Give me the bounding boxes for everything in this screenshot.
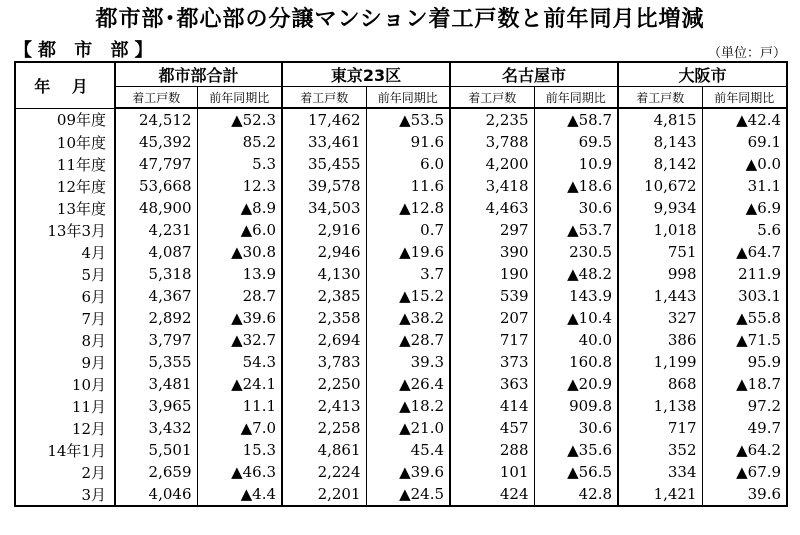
- row-label: 5月: [15, 263, 115, 285]
- yoy-change-cell: 31.1: [702, 175, 787, 197]
- yoy-change-cell: ▲53.5: [366, 108, 450, 131]
- starts-cell: 3,432: [115, 417, 197, 439]
- yoy-change-cell: 45.4: [366, 439, 450, 461]
- year-month-header: 年 月: [15, 62, 115, 108]
- starts-cell: 4,861: [282, 439, 366, 461]
- starts-cell: 288: [450, 439, 534, 461]
- starts-cell: 3,965: [115, 395, 197, 417]
- yoy-change-cell: ▲39.6: [366, 461, 450, 483]
- starts-cell: 34,503: [282, 197, 366, 219]
- subheader-starts: 着工戸数: [282, 87, 366, 109]
- yoy-change-cell: 230.5: [534, 241, 618, 263]
- yoy-change-cell: 85.2: [197, 131, 282, 153]
- starts-cell: 2,659: [115, 461, 197, 483]
- row-label: 12年度: [15, 175, 115, 197]
- starts-cell: 390: [450, 241, 534, 263]
- starts-cell: 2,358: [282, 307, 366, 329]
- yoy-change-cell: 211.9: [702, 263, 787, 285]
- starts-cell: 414: [450, 395, 534, 417]
- yoy-change-cell: ▲55.8: [702, 307, 787, 329]
- group-header-urban-total: 都市部合計: [115, 62, 282, 87]
- starts-cell: 4,463: [450, 197, 534, 219]
- group-header-nagoya: 名古屋市: [450, 62, 618, 87]
- starts-cell: 457: [450, 417, 534, 439]
- table-row: [15, 483, 787, 506]
- yoy-change-cell: 143.9: [534, 285, 618, 307]
- starts-cell: 10,672: [618, 175, 702, 197]
- yoy-change-cell: 0.7: [366, 219, 450, 241]
- housing-starts-table: [14, 61, 788, 507]
- yoy-change-cell: ▲38.2: [366, 307, 450, 329]
- yoy-change-cell: ▲24.1: [197, 373, 282, 395]
- starts-cell: 1,138: [618, 395, 702, 417]
- yoy-change-cell: 30.6: [534, 197, 618, 219]
- table-row: [15, 395, 787, 417]
- yoy-change-cell: ▲18.7: [702, 373, 787, 395]
- table-row: [15, 439, 787, 461]
- yoy-change-cell: ▲12.8: [366, 197, 450, 219]
- row-label: 11月: [15, 395, 115, 417]
- starts-cell: 207: [450, 307, 534, 329]
- yoy-change-cell: 160.8: [534, 351, 618, 373]
- starts-cell: 2,413: [282, 395, 366, 417]
- yoy-change-cell: ▲18.2: [366, 395, 450, 417]
- group-header-tokyo-23: 東京23区: [282, 62, 450, 87]
- table-row: [15, 461, 787, 483]
- table-row: [15, 175, 787, 197]
- yoy-change-cell: ▲4.4: [197, 483, 282, 506]
- yoy-change-cell: ▲15.2: [366, 285, 450, 307]
- table-row: [15, 131, 787, 153]
- starts-cell: 1,421: [618, 483, 702, 506]
- table-row: [15, 329, 787, 351]
- row-label: 7月: [15, 307, 115, 329]
- yoy-change-cell: 39.3: [366, 351, 450, 373]
- starts-cell: 9,934: [618, 197, 702, 219]
- subheader-yoy: 前年同期比: [366, 87, 450, 109]
- starts-cell: 2,385: [282, 285, 366, 307]
- yoy-change-cell: ▲8.9: [197, 197, 282, 219]
- table-row: [15, 263, 787, 285]
- starts-cell: 539: [450, 285, 534, 307]
- yoy-change-cell: 69.1: [702, 131, 787, 153]
- starts-cell: 4,087: [115, 241, 197, 263]
- starts-cell: 5,355: [115, 351, 197, 373]
- yoy-change-cell: 95.9: [702, 351, 787, 373]
- yoy-change-cell: ▲39.6: [197, 307, 282, 329]
- starts-cell: 4,046: [115, 483, 197, 506]
- yoy-change-cell: 39.6: [702, 483, 787, 506]
- yoy-change-cell: ▲32.7: [197, 329, 282, 351]
- yoy-change-cell: 3.7: [366, 263, 450, 285]
- yoy-change-cell: ▲6.9: [702, 197, 787, 219]
- row-label: 6月: [15, 285, 115, 307]
- starts-cell: 998: [618, 263, 702, 285]
- yoy-change-cell: ▲46.3: [197, 461, 282, 483]
- yoy-change-cell: 28.7: [197, 285, 282, 307]
- starts-cell: 386: [618, 329, 702, 351]
- starts-cell: 2,694: [282, 329, 366, 351]
- yoy-change-cell: 40.0: [534, 329, 618, 351]
- yoy-change-cell: 10.9: [534, 153, 618, 175]
- yoy-change-cell: ▲20.9: [534, 373, 618, 395]
- starts-cell: 4,815: [618, 108, 702, 131]
- row-label: 10月: [15, 373, 115, 395]
- starts-cell: 297: [450, 219, 534, 241]
- yoy-change-cell: ▲7.0: [197, 417, 282, 439]
- yoy-change-cell: ▲21.0: [366, 417, 450, 439]
- unit-label: （単位：戸）: [707, 46, 786, 61]
- starts-cell: 2,258: [282, 417, 366, 439]
- group-header-osaka: 大阪市: [618, 62, 787, 87]
- starts-cell: 33,461: [282, 131, 366, 153]
- yoy-change-cell: 11.6: [366, 175, 450, 197]
- yoy-change-cell: ▲56.5: [534, 461, 618, 483]
- row-label: 8月: [15, 329, 115, 351]
- table-row: [15, 153, 787, 175]
- starts-cell: 53,668: [115, 175, 197, 197]
- yoy-change-cell: ▲67.9: [702, 461, 787, 483]
- starts-cell: 1,018: [618, 219, 702, 241]
- yoy-change-cell: ▲71.5: [702, 329, 787, 351]
- yoy-change-cell: ▲24.5: [366, 483, 450, 506]
- starts-cell: 2,201: [282, 483, 366, 506]
- yoy-change-cell: 5.3: [197, 153, 282, 175]
- row-label: 3月: [15, 483, 115, 506]
- starts-cell: 4,231: [115, 219, 197, 241]
- table-row: [15, 373, 787, 395]
- page-title: 都市部･都心部の分譲マンション着工戸数と前年同月比増減: [95, 7, 705, 32]
- starts-cell: 2,250: [282, 373, 366, 395]
- yoy-change-cell: ▲53.7: [534, 219, 618, 241]
- starts-cell: 2,892: [115, 307, 197, 329]
- starts-cell: 5,501: [115, 439, 197, 461]
- starts-cell: 1,199: [618, 351, 702, 373]
- starts-cell: 17,462: [282, 108, 366, 131]
- yoy-change-cell: ▲28.7: [366, 329, 450, 351]
- starts-cell: 3,783: [282, 351, 366, 373]
- starts-cell: 39,578: [282, 175, 366, 197]
- yoy-change-cell: 5.6: [702, 219, 787, 241]
- starts-cell: 327: [618, 307, 702, 329]
- yoy-change-cell: 13.9: [197, 263, 282, 285]
- starts-cell: 363: [450, 373, 534, 395]
- row-label: 2月: [15, 461, 115, 483]
- row-label: 12月: [15, 417, 115, 439]
- yoy-change-cell: 42.8: [534, 483, 618, 506]
- starts-cell: 2,235: [450, 108, 534, 131]
- subheader-starts: 着工戸数: [618, 87, 702, 109]
- subheader-yoy: 前年同期比: [197, 87, 282, 109]
- table-row: [15, 307, 787, 329]
- yoy-change-cell: ▲35.6: [534, 439, 618, 461]
- table-row: [15, 285, 787, 307]
- row-label: 10年度: [15, 131, 115, 153]
- starts-cell: 4,200: [450, 153, 534, 175]
- starts-cell: 751: [618, 241, 702, 263]
- starts-cell: 3,418: [450, 175, 534, 197]
- starts-cell: 424: [450, 483, 534, 506]
- yoy-change-cell: ▲42.4: [702, 108, 787, 131]
- starts-cell: 190: [450, 263, 534, 285]
- subheader-yoy: 前年同期比: [702, 87, 787, 109]
- yoy-change-cell: ▲48.2: [534, 263, 618, 285]
- yoy-change-cell: ▲10.4: [534, 307, 618, 329]
- yoy-change-cell: ▲6.0: [197, 219, 282, 241]
- starts-cell: 717: [618, 417, 702, 439]
- table-row: [15, 219, 787, 241]
- starts-cell: 373: [450, 351, 534, 373]
- starts-cell: 45,392: [115, 131, 197, 153]
- starts-cell: 352: [618, 439, 702, 461]
- table-row: [15, 351, 787, 373]
- row-label: 13年3月: [15, 219, 115, 241]
- starts-cell: 4,367: [115, 285, 197, 307]
- starts-cell: 717: [450, 329, 534, 351]
- starts-cell: 2,916: [282, 219, 366, 241]
- starts-cell: 334: [618, 461, 702, 483]
- yoy-change-cell: ▲58.7: [534, 108, 618, 131]
- starts-cell: 2,224: [282, 461, 366, 483]
- starts-cell: 3,481: [115, 373, 197, 395]
- subheader-starts: 着工戸数: [450, 87, 534, 109]
- starts-cell: 3,788: [450, 131, 534, 153]
- subheader-starts: 着工戸数: [115, 87, 197, 109]
- starts-cell: 8,142: [618, 153, 702, 175]
- yoy-change-cell: 49.7: [702, 417, 787, 439]
- starts-cell: 35,455: [282, 153, 366, 175]
- yoy-change-cell: 54.3: [197, 351, 282, 373]
- yoy-change-cell: 303.1: [702, 285, 787, 307]
- starts-cell: 5,318: [115, 263, 197, 285]
- yoy-change-cell: ▲19.6: [366, 241, 450, 263]
- yoy-change-cell: 6.0: [366, 153, 450, 175]
- yoy-change-cell: ▲64.7: [702, 241, 787, 263]
- yoy-change-cell: 12.3: [197, 175, 282, 197]
- yoy-change-cell: 69.5: [534, 131, 618, 153]
- starts-cell: 1,443: [618, 285, 702, 307]
- starts-cell: 4,130: [282, 263, 366, 285]
- yoy-change-cell: ▲64.2: [702, 439, 787, 461]
- starts-cell: 101: [450, 461, 534, 483]
- yoy-change-cell: 909.8: [534, 395, 618, 417]
- table-row: [15, 108, 787, 131]
- starts-cell: 47,797: [115, 153, 197, 175]
- row-label: 14年1月: [15, 439, 115, 461]
- starts-cell: 868: [618, 373, 702, 395]
- section-label: 【都 市 部】: [14, 40, 159, 61]
- row-label: 9月: [15, 351, 115, 373]
- row-label: 11年度: [15, 153, 115, 175]
- starts-cell: 48,900: [115, 197, 197, 219]
- starts-cell: 24,512: [115, 108, 197, 131]
- yoy-change-cell: 15.3: [197, 439, 282, 461]
- yoy-change-cell: ▲18.6: [534, 175, 618, 197]
- row-label: 13年度: [15, 197, 115, 219]
- row-label: 09年度: [15, 108, 115, 131]
- starts-cell: 2,946: [282, 241, 366, 263]
- yoy-change-cell: ▲0.0: [702, 153, 787, 175]
- yoy-change-cell: 30.6: [534, 417, 618, 439]
- yoy-change-cell: 11.1: [197, 395, 282, 417]
- yoy-change-cell: ▲26.4: [366, 373, 450, 395]
- starts-cell: 8,143: [618, 131, 702, 153]
- starts-cell: 3,797: [115, 329, 197, 351]
- yoy-change-cell: 91.6: [366, 131, 450, 153]
- row-label: 4月: [15, 241, 115, 263]
- subheader-yoy: 前年同期比: [534, 87, 618, 109]
- table-row: [15, 417, 787, 439]
- yoy-change-cell: 97.2: [702, 395, 787, 417]
- table-row: [15, 197, 787, 219]
- yoy-change-cell: ▲30.8: [197, 241, 282, 263]
- yoy-change-cell: ▲52.3: [197, 108, 282, 131]
- table-row: [15, 241, 787, 263]
